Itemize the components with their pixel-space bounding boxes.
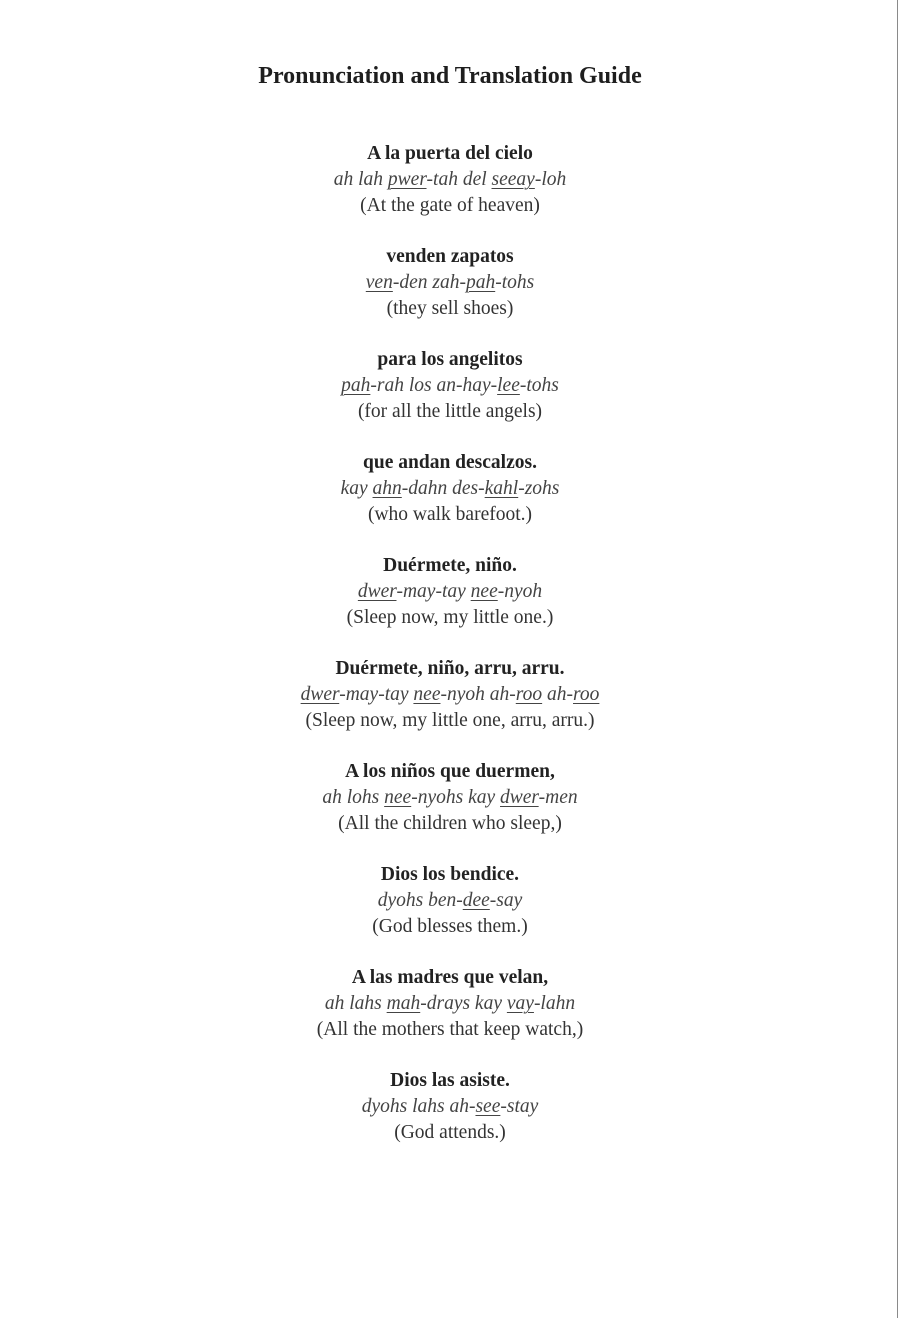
- stressed-syllable: dwer: [500, 787, 539, 808]
- syllable-text: -drays kay: [420, 993, 507, 1014]
- stanza: [0, 759, 900, 862]
- stressed-syllable: nee: [384, 787, 412, 808]
- syllable-text: -zohs: [518, 478, 560, 499]
- pronunciation-line: [0, 1094, 900, 1120]
- spanish-lyric-line: Dios los bendice.: [380, 864, 520, 885]
- syllable-text: -loh: [534, 169, 567, 190]
- stressed-syllable: nee: [413, 684, 441, 705]
- stressed-syllable: pah: [465, 272, 496, 293]
- stressed-syllable: roo: [515, 684, 543, 705]
- page-title: Pronunciation and Translation Guide: [258, 63, 642, 89]
- spanish-lyric-line: venden zapatos: [386, 246, 514, 267]
- syllable-text: -dahn des-: [401, 478, 485, 499]
- syllable-text: -rah los an-hay-: [370, 375, 498, 396]
- pronunciation-line: [0, 785, 900, 811]
- english-translation-line: (God blesses them.): [372, 916, 528, 937]
- english-translation-line: (Sleep now, my little one.): [346, 607, 554, 628]
- stanza: [0, 862, 900, 965]
- syllable-text: -may-tay: [396, 581, 471, 602]
- spanish-lyric-line: Dios las asiste.: [390, 1070, 510, 1091]
- stressed-syllable: pwer: [387, 169, 427, 190]
- stressed-syllable: seeay: [491, 169, 535, 190]
- syllable-text: -nyoh: [497, 581, 543, 602]
- pronunciation-line: [0, 579, 900, 605]
- pronunciation-line: [0, 682, 900, 708]
- pronunciation-line: [0, 167, 900, 193]
- stressed-syllable: dee: [462, 890, 490, 911]
- stanza: [0, 450, 900, 553]
- spanish-lyric-line: que andan descalzos.: [363, 452, 537, 473]
- stanza: [0, 347, 900, 450]
- syllable-text: ah lahs: [324, 993, 387, 1014]
- stanza: [0, 965, 900, 1068]
- spanish-lyric-line: Duérmete, niño.: [383, 555, 517, 576]
- pronunciation-line: [0, 888, 900, 914]
- pronunciation-line: [0, 270, 900, 296]
- syllable-text: dyohs lahs ah-: [361, 1096, 476, 1117]
- stanza-list: [0, 141, 900, 1171]
- syllable-text: kay: [340, 478, 373, 499]
- syllable-text: -den zah-: [392, 272, 466, 293]
- english-translation-line: (At the gate of heaven): [360, 195, 540, 216]
- pronunciation-line: [0, 991, 900, 1017]
- stanza: [0, 1068, 900, 1171]
- syllable-text: -nyohs kay: [411, 787, 501, 808]
- stanza: [0, 244, 900, 347]
- syllable-text: -men: [538, 787, 578, 808]
- syllable-text: -lahn: [533, 993, 576, 1014]
- stressed-syllable: roo: [573, 684, 600, 705]
- stressed-syllable: pah: [341, 375, 371, 396]
- stressed-syllable: mah: [386, 993, 421, 1014]
- stressed-syllable: ahn: [372, 478, 402, 499]
- english-translation-line: (for all the little angels): [357, 401, 543, 422]
- stressed-syllable: lee: [497, 375, 520, 396]
- spanish-lyric-line: para los angelitos: [377, 349, 523, 370]
- spanish-lyric-line: A la puerta del cielo: [367, 143, 533, 164]
- stanza: [0, 553, 900, 656]
- syllable-text: ah-: [542, 684, 574, 705]
- stressed-syllable: kahl: [484, 478, 519, 499]
- spanish-lyric-line: Duérmete, niño, arru, arru.: [335, 658, 565, 679]
- pronunciation-line: [0, 476, 900, 502]
- stressed-syllable: vay: [506, 993, 534, 1014]
- syllable-text: -say: [489, 890, 523, 911]
- syllable-text: -nyoh ah-: [440, 684, 516, 705]
- syllable-text: ah lah: [333, 169, 388, 190]
- syllable-text: -tohs: [495, 272, 535, 293]
- syllable-text: -stay: [500, 1096, 539, 1117]
- english-translation-line: (All the children who sleep,): [338, 813, 562, 834]
- pronunciation-line: [0, 373, 900, 399]
- stressed-syllable: see: [475, 1096, 501, 1117]
- syllable-text: -tohs: [519, 375, 559, 396]
- syllable-text: ah lohs: [322, 787, 385, 808]
- syllable-text: dyohs ben-: [377, 890, 463, 911]
- english-translation-line: (they sell shoes): [386, 298, 514, 319]
- english-translation-line: (Sleep now, my little one, arru, arru.): [305, 710, 595, 731]
- syllable-text: -tah del: [426, 169, 492, 190]
- syllable-text: -may-tay: [339, 684, 414, 705]
- stanza: [0, 656, 900, 759]
- stressed-syllable: ven: [365, 272, 393, 293]
- english-translation-line: (who walk barefoot.): [367, 504, 533, 525]
- stressed-syllable: nee: [470, 581, 498, 602]
- spanish-lyric-line: A las madres que velan,: [351, 967, 549, 988]
- english-translation-line: (God attends.): [394, 1122, 506, 1143]
- stanza: [0, 141, 900, 244]
- stressed-syllable: dwer: [300, 684, 340, 705]
- stressed-syllable: dwer: [357, 581, 397, 602]
- english-translation-line: (All the mothers that keep watch,): [316, 1019, 584, 1040]
- spanish-lyric-line: A los niños que duermen,: [345, 761, 555, 782]
